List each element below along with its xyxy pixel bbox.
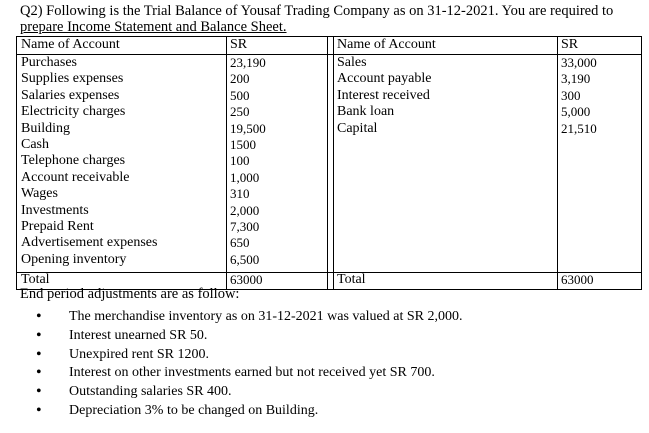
right-account-value: 3,190 — [561, 71, 591, 87]
adjustment-item: • Unexpired rent SR 1200. — [36, 346, 462, 365]
left-account-value: 100 — [230, 153, 250, 169]
left-account-name: Supplies expenses — [21, 71, 124, 87]
header-left-value: SR — [230, 37, 248, 52]
column-divider — [333, 37, 334, 289]
question-text — [20, 3, 640, 35]
right-account-value: 21,510 — [561, 120, 597, 136]
header-right-value: SR — [561, 37, 579, 52]
question-line-1: Q2) Following is the Trial Balance of Yousaf Trading Company as on 31-12-2021. You are required to — [20, 3, 614, 19]
right-account-value: 33,000 — [561, 55, 597, 70]
left-account-value: 650 — [230, 235, 250, 251]
total-rule — [17, 272, 641, 273]
adjustments-title: End period adjustments are as follow: — [20, 286, 240, 302]
left-account-name: Advertisement expenses — [21, 235, 158, 251]
right-account-value: 300 — [561, 87, 581, 103]
total-right-label: Total — [337, 272, 366, 287]
total-right-value: 63000 — [561, 272, 594, 287]
left-account-value: 19,500 — [230, 120, 266, 136]
right-account-name: Sales — [337, 55, 367, 70]
left-account-value: 200 — [230, 71, 250, 87]
left-account-name: Building — [21, 120, 71, 136]
left-account-name: Prepaid Rent — [21, 219, 94, 234]
column-divider — [226, 37, 227, 289]
header-right-name: Name of Account — [337, 37, 436, 52]
adjustments-list — [36, 308, 462, 421]
right-account-name: Bank loan — [337, 104, 395, 120]
left-account-name: Salaries expenses — [21, 87, 120, 103]
column-divider — [557, 37, 558, 289]
left-account-value: 1500 — [230, 137, 256, 152]
left-account-value: 310 — [230, 186, 250, 202]
left-account-name: Opening inventory — [21, 251, 127, 267]
left-account-value: 250 — [230, 104, 250, 120]
total-left-value: 63000 — [230, 272, 263, 287]
left-account-value: 2,000 — [230, 202, 260, 218]
left-account-name: Account receivable — [21, 169, 130, 185]
right-account-name: Interest received — [337, 87, 430, 103]
trial-balance-table — [16, 36, 642, 290]
left-account-name: Electricity charges — [21, 104, 126, 120]
right-account-name: Capital — [337, 120, 378, 136]
adjustment-item: • Interest unearned SR 50. — [36, 327, 462, 346]
left-account-value: 500 — [230, 87, 250, 103]
left-account-name: Investments — [21, 202, 89, 218]
total-left-label: Total — [21, 272, 50, 287]
right-account-name: Account payable — [337, 71, 432, 87]
left-account-name: Cash — [21, 137, 49, 152]
header-rule — [17, 54, 641, 55]
left-account-value: 6,500 — [230, 251, 260, 267]
left-account-value: 23,190 — [230, 55, 266, 70]
adjustment-item: • Outstanding salaries SR 400. — [36, 383, 462, 402]
left-account-name: Purchases — [21, 55, 77, 70]
question-line-2: prepare Income Statement and Balance Sheet. — [20, 19, 287, 35]
left-account-value: 1,000 — [230, 169, 260, 185]
adjustment-item: • Interest on other investments earned but not received yet SR 700. — [36, 364, 462, 383]
column-divider — [327, 37, 328, 289]
right-account-value: 5,000 — [561, 104, 591, 120]
left-account-name: Wages — [21, 186, 58, 202]
left-account-value: 7,300 — [230, 219, 260, 234]
header-left-name: Name of Account — [21, 37, 120, 52]
adjustment-item: • Depreciation 3% to be changed on Building. — [36, 402, 462, 421]
adjustment-item: • The merchandise inventory as on 31-12-2021 was valued at SR 2,000. — [36, 308, 462, 327]
left-account-name: Telephone charges — [21, 153, 126, 169]
